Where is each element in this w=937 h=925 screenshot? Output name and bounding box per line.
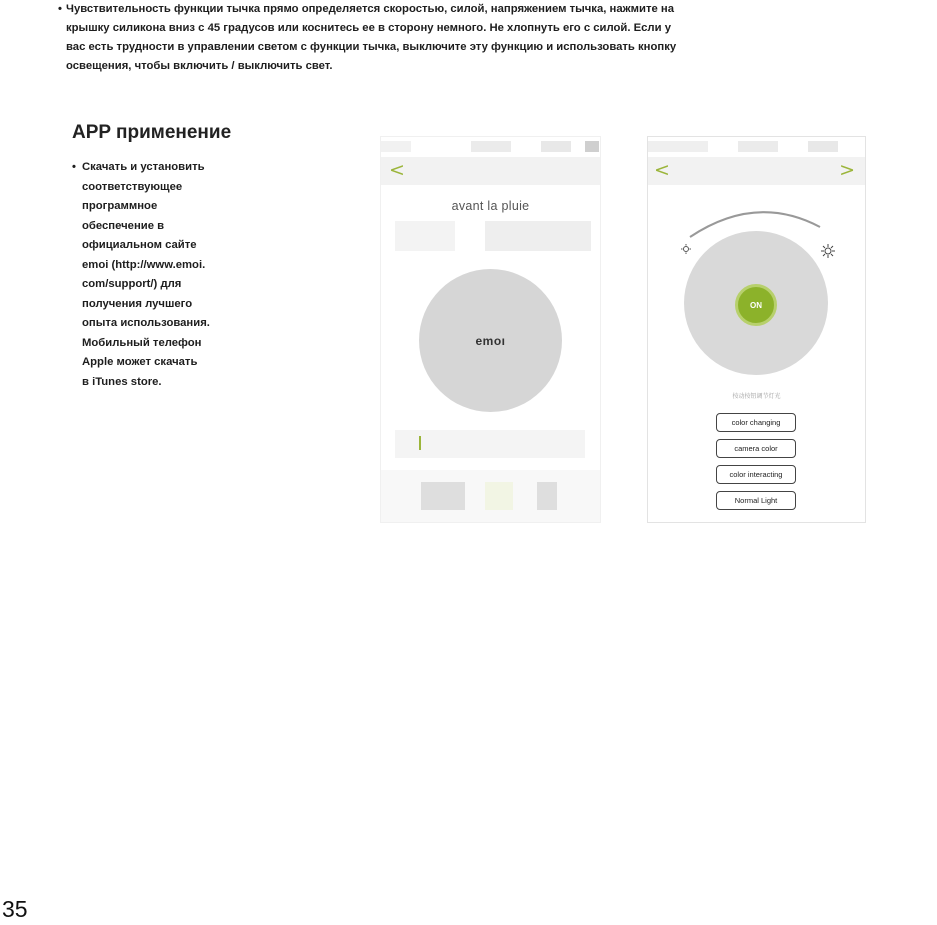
brand-logo: emoı	[475, 334, 506, 348]
bright-sun-icon	[821, 244, 835, 258]
text-cursor	[419, 436, 421, 450]
phone-screenshot-home	[380, 136, 601, 523]
hint-caption: 按动按钮调节灯光	[732, 394, 781, 400]
paragraph-line: соответствующее	[82, 180, 183, 193]
camera-color-button[interactable]: camera color	[716, 439, 796, 458]
status-bar	[381, 137, 600, 157]
paragraph-line: официальном сайте	[82, 239, 197, 251]
bullet: •	[72, 161, 76, 173]
bullet: •	[58, 3, 62, 15]
paragraph-line: программное	[82, 200, 158, 212]
paragraph-line: com/support/) для	[82, 278, 182, 290]
power-on-button[interactable]: ON	[735, 284, 777, 326]
paragraph-line: Apple может скачать	[82, 356, 198, 368]
paragraph-line: emoi (http://www.emoi.	[82, 258, 206, 271]
color-interacting-button[interactable]: color interacting	[716, 465, 796, 484]
toolbar-button[interactable]	[537, 482, 557, 510]
placeholder-block	[485, 221, 591, 251]
nav-bar	[381, 157, 600, 185]
normal-light-button[interactable]: Normal Light	[716, 491, 796, 510]
status-bar	[648, 137, 865, 157]
paragraph-line: вас есть трудности в управлении светом с функции тычка, выключите эту функцию и использовать кнопку	[66, 41, 677, 53]
back-button[interactable]: <	[389, 159, 405, 181]
app-paragraph	[72, 158, 282, 392]
forward-button[interactable]: >	[839, 159, 855, 181]
dim-sun-icon	[681, 244, 691, 254]
paragraph-line: Скачать и установить	[82, 161, 205, 173]
text-input[interactable]	[395, 430, 585, 458]
section-title: APP применение	[72, 122, 232, 143]
page-number: 35	[2, 896, 28, 922]
back-button[interactable]: <	[654, 159, 670, 181]
bottom-toolbar	[381, 470, 600, 522]
device-name: avant la pluie	[451, 199, 530, 213]
paragraph-line: обеспечение в	[82, 219, 165, 232]
paragraph-line: опыта использования.	[82, 317, 210, 329]
toolbar-button[interactable]	[421, 482, 465, 510]
placeholder-block	[395, 221, 455, 251]
paragraph-line: в iTunes store.	[82, 375, 162, 388]
paragraph-line: освещения, чтобы включить / выключить свет.	[66, 60, 333, 72]
toolbar-button[interactable]	[485, 482, 513, 510]
color-changing-button[interactable]: color changing	[716, 413, 796, 432]
nav-bar	[648, 157, 865, 185]
phone-screenshot-light	[647, 136, 866, 523]
paragraph-line: крышку силикона вниз с 45 градусов или коснитесь ее в сторону немного. Не хлопнуть его с силой. Если у	[66, 22, 671, 34]
paragraph-line: Чувствительность функции тычка прямо определяется скоростью, силой, напряжением тычка, нажмите на	[66, 3, 675, 15]
paragraph-line: получения лучшего	[82, 297, 193, 310]
paragraph-line: Мобильный телефон	[82, 336, 202, 349]
instruction-paragraph	[58, 0, 934, 76]
